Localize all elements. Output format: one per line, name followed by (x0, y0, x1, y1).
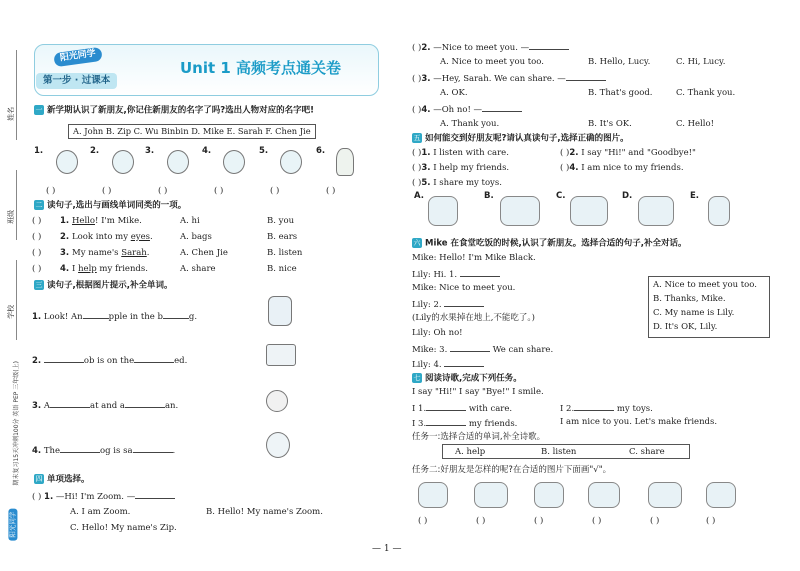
friends-picture (706, 482, 736, 508)
answer-paren[interactable]: ( ) (32, 248, 42, 258)
option-a: A. Chen Jie (180, 248, 228, 258)
brand-badge: 阳光同学 (8, 509, 17, 541)
poem-line-3b: I am nice to you. Let's make friends. (560, 417, 718, 427)
section-title: Mike 在食堂吃饭的时候,认识了新朋友。选择合适的句子,补全对话。 (425, 238, 687, 249)
blank[interactable] (444, 359, 484, 367)
s5-item-5: ( )5. I share my toys. (412, 178, 502, 188)
option-b: B. Hello! My name's Zoom. (206, 507, 323, 517)
bird-figure (336, 148, 354, 176)
word-option: B. listen (541, 447, 577, 457)
answer-paren[interactable]: ( ) (270, 186, 280, 196)
blank[interactable] (163, 311, 189, 319)
blank[interactable] (529, 42, 569, 50)
picture-letter: E. (690, 191, 700, 201)
q-number: 4. (60, 264, 70, 274)
answer-paren[interactable]: ( ) (412, 148, 422, 158)
dialogue-note: (Lily的水果掉在地上,不能吃了。) (412, 313, 535, 323)
answer-paren[interactable]: ( ) (158, 186, 168, 196)
option-b: B. nice (267, 264, 297, 274)
q4: ( )4. —Oh no! — (412, 104, 522, 115)
option-c: C. Hello! (676, 119, 715, 129)
option-a: A. Thank you. (440, 119, 500, 129)
option-item: C. My name is Lily. (653, 308, 735, 318)
right-page (412, 0, 797, 571)
dialogue-line: Lily: Oh no! (412, 328, 463, 338)
name-line (16, 50, 17, 140)
dialogue-line: Mike: Hello! I'm Mike Black. (412, 253, 536, 263)
q-number: 1. (34, 146, 44, 156)
task-1: 任务一:选择合适的单词,补全诗歌。 (412, 432, 546, 442)
option-item: A. Nice to meet you too. (653, 280, 757, 290)
option-c: C. Hello! My name's Zip. (70, 523, 177, 533)
blank[interactable] (60, 445, 100, 453)
cat-figure (266, 390, 288, 412)
q-number: 3. (145, 146, 155, 156)
picture-letter: C. (556, 191, 566, 201)
answer-paren[interactable]: ( ) (476, 516, 486, 526)
dog-figure (266, 432, 290, 458)
section-title: 单项选择。 (47, 474, 90, 485)
q-number: 6. (316, 146, 326, 156)
answer-paren[interactable]: ( ) (412, 178, 422, 188)
option-c: C. Thank you. (676, 88, 736, 98)
name-label: 姓名 (7, 106, 16, 121)
blank[interactable] (460, 269, 500, 277)
name-options-box: A. John B. Zip C. Wu Binbin D. Mike E. Sarah F. Chen Jie (68, 124, 316, 139)
class-label: 班级 (7, 209, 16, 224)
bed-figure (266, 344, 296, 366)
poem-line-1: I say "Hi!" I say "Bye!" I smile. (412, 387, 544, 397)
option-a: A. hi (180, 216, 200, 226)
blank[interactable] (450, 344, 490, 352)
picture-letter: D. (622, 191, 633, 201)
blank[interactable] (133, 445, 173, 453)
children-picture (428, 196, 458, 226)
section-6-heading (412, 238, 686, 249)
blank[interactable] (482, 104, 522, 112)
poem-line-2a: I 1. with care. (412, 404, 513, 414)
answer-paren[interactable]: ( ) (418, 516, 428, 526)
s5-item-4: ( )4. I am nice to my friends. (560, 163, 684, 173)
dialogue-line: Mike: 3. We can share. (412, 345, 554, 355)
sentence: Look into my eyes. (72, 232, 153, 242)
page-number: — 1 — (372, 544, 402, 554)
option-a: A. I am Zoom. (70, 507, 131, 517)
sentence: My name's Sarah. (72, 248, 150, 258)
section-title: 读句子,选出与画线单词同类的一项。 (47, 200, 187, 211)
friends-picture (588, 482, 620, 508)
s3-q1: 1. Look! An pple in the b g. (32, 312, 198, 322)
friends-picture (418, 482, 448, 508)
dialogue-line: Mike: Nice to meet you. (412, 283, 516, 293)
dialogue-line: Lily: Hi. 1. (412, 269, 500, 280)
answer-paren[interactable]: ( ) (412, 105, 422, 115)
answer-paren[interactable]: ( ) (412, 43, 422, 53)
book-title: 期末复习15天冲刺100分 英语 PEP 三年级(上) (12, 361, 20, 486)
answer-paren[interactable]: ( ) (32, 492, 42, 502)
step-tag: 第一步 · 过课本 (36, 73, 117, 89)
answer-paren[interactable]: ( ) (534, 516, 544, 526)
blank[interactable] (125, 400, 165, 408)
section-7-heading (412, 373, 522, 384)
option-a: A. share (180, 264, 216, 274)
friends-picture (534, 482, 564, 508)
picture-letter: B. (484, 191, 494, 201)
section-badge: 四 (35, 475, 43, 483)
brand-logo: 阳光同学 (53, 47, 102, 67)
section-badge: 三 (35, 281, 43, 289)
answer-paren[interactable]: ( ) (592, 516, 602, 526)
sentence: I help my friends. (72, 264, 148, 274)
s5-item-3: ( )3. I help my friends. (412, 163, 510, 173)
option-b: B. Hello, Lucy. (588, 57, 651, 67)
sentence: Hello! I'm Mike. (72, 216, 142, 226)
word-option: A. help (455, 447, 486, 457)
blank[interactable] (44, 355, 84, 363)
answer-paren[interactable]: ( ) (560, 148, 570, 158)
section-title: 阅读诗歌,完成下列任务。 (425, 373, 522, 384)
option-b: B. It's OK. (588, 119, 632, 129)
section-5-heading (412, 133, 629, 144)
children-picture (708, 196, 730, 226)
word-box (442, 444, 690, 459)
q-number: 4. (202, 146, 212, 156)
answer-paren[interactable]: ( ) (560, 163, 570, 173)
s3-q4: 4. The og is sa . (32, 446, 176, 456)
answer-paren[interactable]: ( ) (412, 74, 422, 84)
option-c: C. Hi, Lucy. (676, 57, 726, 67)
answer-paren[interactable]: ( ) (32, 232, 42, 242)
option-b: B. ears (267, 232, 298, 242)
section-badge: 五 (413, 134, 421, 142)
answer-paren[interactable]: ( ) (326, 186, 336, 196)
q-number: 1. (60, 216, 70, 226)
q-number: 2. (90, 146, 100, 156)
blank[interactable] (50, 400, 90, 408)
girl-figure (167, 150, 189, 174)
q2: ( )2. —Nice to meet you. — (412, 42, 569, 53)
section-badge: 七 (413, 374, 421, 382)
option-item: B. Thanks, Mike. (653, 294, 726, 304)
answer-paren[interactable]: ( ) (706, 516, 716, 526)
option-b: B. That's good. (588, 88, 653, 98)
binding-strip (0, 0, 30, 571)
section-3-heading (34, 280, 172, 291)
answer-paren[interactable]: ( ) (32, 216, 42, 226)
option-a: A. bags (180, 232, 212, 242)
answer-paren[interactable]: ( ) (32, 264, 42, 274)
word-option: C. share (629, 447, 665, 457)
children-picture (570, 196, 608, 226)
q-number: 3. (60, 248, 70, 258)
section-4-heading (34, 474, 90, 485)
blank[interactable] (426, 418, 466, 426)
section-title: 读句子,根据图片提示,补全单词。 (47, 280, 173, 291)
section-title: 如何能交到好朋友呢?请认真读句子,选择正确的图片。 (425, 133, 629, 144)
s3-q2: 2. ob is on the ed. (32, 356, 188, 366)
boy-figure (112, 150, 134, 174)
children-picture (500, 196, 540, 226)
children-picture (638, 196, 674, 226)
page-title: Unit 1 高频考点通关卷 (180, 59, 342, 77)
dialogue-line: Lily: 4. (412, 359, 484, 370)
picture-letter: A. (414, 191, 424, 201)
blank[interactable] (566, 73, 606, 81)
s5-item-1: ( )1. I listen with care. (412, 148, 509, 158)
poem-line-2b: I 2. my toys. (560, 404, 653, 414)
poem-line-3: I 3. my friends. (412, 419, 518, 429)
option-b: B. listen (267, 248, 303, 258)
section-2-heading (34, 200, 186, 211)
blank[interactable] (444, 299, 484, 307)
section-badge: 一 (35, 106, 43, 114)
school-line (16, 260, 17, 340)
option-b: B. you (267, 216, 295, 226)
left-page (30, 0, 380, 571)
q-number: 2. (60, 232, 70, 242)
friends-picture (474, 482, 508, 508)
s3-q3: 3. A at and a an. (32, 401, 179, 411)
class-line (16, 170, 17, 240)
answer-paren[interactable]: ( ) (214, 186, 224, 196)
blank[interactable] (135, 491, 175, 499)
section-badge: 六 (413, 239, 421, 247)
boy-figure (56, 150, 78, 174)
blank[interactable] (574, 403, 614, 411)
section-1-heading (34, 105, 314, 116)
q3: ( )3. —Hey, Sarah. We can share. — (412, 73, 606, 84)
answer-paren[interactable]: ( ) (650, 516, 660, 526)
task-2: 任务二:好朋友是怎样的呢?在合适的图片下面画"√"。 (412, 465, 612, 475)
backpack-figure (268, 296, 292, 326)
dialogue-line: Lily: 2. (412, 299, 484, 310)
answer-paren[interactable]: ( ) (102, 186, 112, 196)
blank[interactable] (134, 355, 174, 363)
blank[interactable] (426, 403, 466, 411)
section-title: 新学期认识了新朋友,你记住新朋友的名字了吗?选出人物对应的名字吧! (47, 105, 315, 116)
dialogue-options-box (648, 276, 770, 338)
q-number: 5. (259, 146, 269, 156)
blank[interactable] (83, 311, 109, 319)
girl-figure (223, 150, 245, 174)
s5-item-2: ( )2. I say "Hi!" and "Goodbye!" (560, 148, 696, 158)
answer-paren[interactable]: ( ) (46, 186, 56, 196)
s4-q1: ( ) 1. —Hi! I'm Zoom. — (32, 491, 175, 502)
friends-picture (648, 482, 682, 508)
section-badge: 二 (35, 201, 43, 209)
option-a: A. OK. (440, 88, 468, 98)
school-label: 学校 (7, 304, 16, 319)
option-item: D. It's OK, Lily. (653, 322, 718, 332)
boy-figure (280, 150, 302, 174)
answer-paren[interactable]: ( ) (412, 163, 422, 173)
option-a: A. Nice to meet you too. (440, 57, 544, 67)
